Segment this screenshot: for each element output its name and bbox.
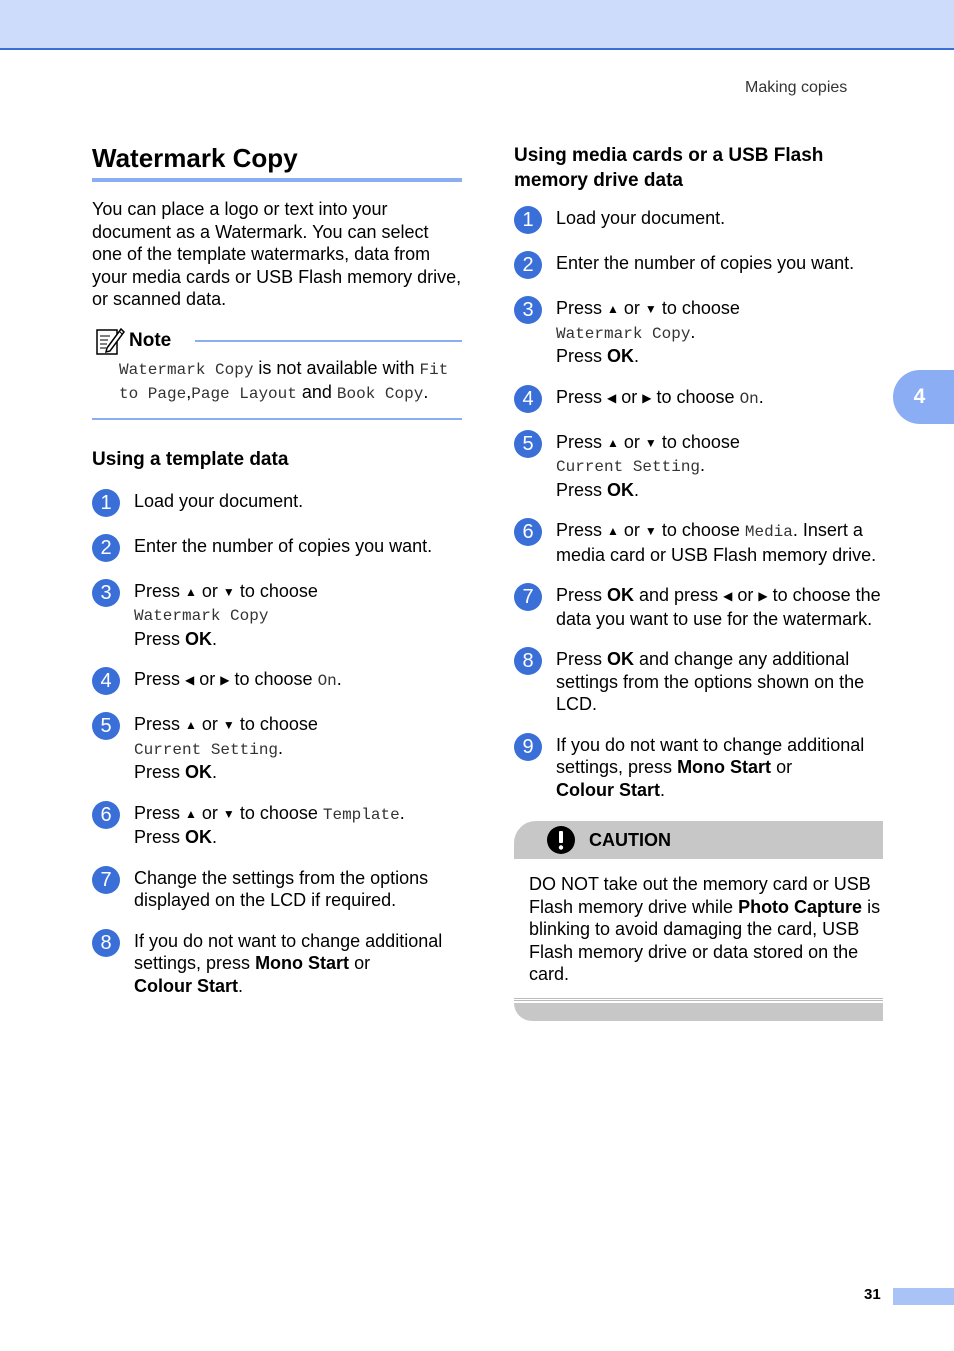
caution-header xyxy=(514,821,883,859)
step-text-part: If you do not want to change additional settings, press xyxy=(134,930,443,973)
step-text xyxy=(556,297,884,368)
step-text xyxy=(134,713,462,784)
note-divider xyxy=(195,340,462,342)
ok-key: OK xyxy=(607,585,635,605)
step-text-part: . xyxy=(690,321,696,342)
left-arrow-icon: ◀ xyxy=(723,589,733,603)
note-comma: , xyxy=(186,382,192,402)
note-box xyxy=(92,325,462,420)
step-text-part: Press xyxy=(134,762,186,782)
note-text-1: is not available with xyxy=(253,357,420,378)
step-number-badge: 9 xyxy=(514,733,542,761)
step-text-part: . xyxy=(278,737,284,758)
step-item xyxy=(514,386,884,413)
note-mono-page-layout: Page Layout xyxy=(191,385,297,403)
step-item xyxy=(514,431,884,502)
note-pencil-icon xyxy=(95,326,125,356)
step-number-badge: 7 xyxy=(92,866,120,894)
step-item xyxy=(92,713,462,784)
step-number-badge: 2 xyxy=(92,534,120,562)
page-number-bar xyxy=(893,1288,954,1305)
step-text-part: . xyxy=(660,779,666,800)
step-text-part: . xyxy=(336,669,342,689)
up-arrow-icon: ▲ xyxy=(185,806,197,821)
step-number-badge: 5 xyxy=(514,430,542,458)
step-text-part: Press xyxy=(556,431,608,452)
ok-key: OK xyxy=(607,479,635,500)
step-text-part: or xyxy=(732,585,759,605)
up-arrow-icon: ▲ xyxy=(185,584,197,599)
photo-capture-key: Photo Capture xyxy=(738,896,863,917)
step-item xyxy=(92,535,462,562)
step-text-part: or xyxy=(349,953,371,973)
step-item xyxy=(514,519,884,566)
step-item xyxy=(92,580,462,651)
caution-label: CAUTION xyxy=(589,829,671,850)
step-text-part: Press xyxy=(134,580,186,601)
step-text-part: Press xyxy=(556,649,608,669)
step-text-part: Press xyxy=(134,827,186,847)
step-text-part: and press xyxy=(634,585,724,605)
step-item xyxy=(92,490,462,517)
step-text-part: or xyxy=(618,431,645,452)
note-period: . xyxy=(423,382,429,402)
top-banner xyxy=(0,0,954,50)
lcd-option-watermark-copy: Watermark Copy xyxy=(134,607,269,625)
step-number-badge: 4 xyxy=(92,667,120,695)
step-text-part: to choose xyxy=(234,802,323,823)
template-subtitle: Using a template data xyxy=(92,448,289,470)
step-item xyxy=(92,930,462,998)
step-text xyxy=(556,648,884,716)
step-text-part: or xyxy=(196,802,223,823)
step-text-part: Press xyxy=(556,520,608,540)
down-arrow-icon: ▼ xyxy=(222,718,235,732)
section-title: Watermark Copy xyxy=(92,140,462,182)
step-text xyxy=(134,580,462,651)
step-number-badge: 2 xyxy=(514,251,542,279)
up-arrow-icon: ▲ xyxy=(607,524,619,538)
step-text-part: or xyxy=(616,386,643,407)
step-text xyxy=(134,802,462,849)
chapter-tab: 4 xyxy=(893,370,954,424)
right-arrow-icon: ▶ xyxy=(220,673,230,687)
step-text-part: or xyxy=(618,520,645,540)
up-arrow-icon: ▲ xyxy=(607,302,619,316)
step-text-part: to choose xyxy=(234,714,318,734)
step-text-part: to choose xyxy=(229,669,318,689)
step-text-part: . xyxy=(700,455,706,475)
step-text xyxy=(556,386,884,411)
left-arrow-icon: ◀ xyxy=(607,390,617,405)
step-text xyxy=(134,930,462,998)
step-text xyxy=(556,584,884,630)
lcd-option-template: Template xyxy=(322,805,400,824)
step-number-badge: 3 xyxy=(92,579,120,607)
step-text-part: to choose xyxy=(656,520,745,540)
step-number-badge: 6 xyxy=(92,801,120,829)
step-text xyxy=(556,734,884,802)
step-text-part: Press xyxy=(556,346,608,366)
lcd-option-watermark-copy: Watermark Copy xyxy=(556,324,691,343)
step-text-part: Press xyxy=(556,479,608,500)
step-text-part: or xyxy=(196,714,223,734)
step-text-part: or xyxy=(196,580,223,601)
note-text xyxy=(119,357,462,406)
step-number-badge: 8 xyxy=(92,929,120,957)
step-text-part: or xyxy=(771,757,793,777)
media-steps xyxy=(514,207,884,801)
intro-paragraph: You can place a logo or text into your document as a Watermark. You can select one of the template watermarks, data from your media cards or USB Flash memory drive, or scanned data. xyxy=(92,199,462,309)
note-text-2: and xyxy=(296,382,337,402)
step-text-part: . xyxy=(212,628,218,649)
left-arrow-icon: ◀ xyxy=(185,673,195,687)
step-number-badge: 4 xyxy=(514,385,542,413)
step-item xyxy=(92,802,462,849)
lcd-option-on: On xyxy=(739,389,759,408)
lcd-option-on: On xyxy=(317,672,337,690)
down-arrow-icon: ▼ xyxy=(222,584,235,599)
colour-start-key: Colour Start xyxy=(556,779,661,800)
caution-text-part: is blinking to avoid damaging the card, USB Flash memory drive or data stored on the card. xyxy=(529,896,881,984)
step-text-part: If you do not want to change additional settings, press xyxy=(556,734,865,777)
step-number-badge: 5 xyxy=(92,712,120,740)
ok-key: OK xyxy=(185,827,213,847)
step-text: Load your document. xyxy=(556,208,726,228)
step-text-part: . xyxy=(212,827,218,847)
step-text-part: . xyxy=(238,975,244,996)
ok-key: OK xyxy=(607,346,635,366)
template-steps xyxy=(92,490,462,998)
down-arrow-icon: ▼ xyxy=(644,524,657,538)
step-text-part: . xyxy=(634,346,640,366)
right-column xyxy=(514,143,884,1021)
step-text-part: Press xyxy=(134,802,186,823)
up-arrow-icon: ▲ xyxy=(607,435,619,450)
step-text-part: to choose the data you want to use for the watermark. xyxy=(556,585,881,629)
right-arrow-icon: ▶ xyxy=(758,589,768,603)
caution-box xyxy=(514,821,883,1021)
step-text-part: . xyxy=(212,762,218,782)
lcd-option-media: Media xyxy=(744,523,793,541)
step-text-part: Press xyxy=(134,628,186,649)
step-item xyxy=(514,207,884,234)
down-arrow-icon: ▼ xyxy=(644,435,657,450)
step-text-part: to choose xyxy=(656,431,740,452)
step-number-badge: 1 xyxy=(514,206,542,234)
down-arrow-icon: ▼ xyxy=(644,302,657,316)
running-header: Making copies xyxy=(745,79,848,96)
step-text-part: Press xyxy=(134,714,186,734)
step-text-part: Press xyxy=(556,386,608,407)
step-text-part: to choose xyxy=(656,298,740,318)
step-number-badge: 8 xyxy=(514,647,542,675)
right-arrow-icon: ▶ xyxy=(642,390,652,405)
step-number-badge: 3 xyxy=(514,296,542,324)
step-text-part: or xyxy=(194,669,221,689)
step-item xyxy=(514,648,884,716)
step-text-part: . Insert a media card or USB Flash memory drive. xyxy=(556,520,877,565)
step-item xyxy=(92,867,462,912)
down-arrow-icon: ▼ xyxy=(222,806,235,821)
step-number-badge: 1 xyxy=(92,489,120,517)
lcd-option-current-setting: Current Setting xyxy=(134,740,279,759)
caution-text-part: DO NOT take out the memory card or USB Flash memory drive while xyxy=(529,874,871,917)
step-item xyxy=(514,734,884,802)
step-text: Enter the number of copies you want. xyxy=(134,535,433,556)
up-arrow-icon: ▲ xyxy=(185,718,197,732)
note-label: Note xyxy=(129,329,172,351)
step-item xyxy=(514,297,884,368)
step-text-part: and change any additional settings from the options shown on the LCD. xyxy=(556,649,865,714)
step-text xyxy=(556,519,884,566)
step-text-part: to choose xyxy=(234,580,318,601)
step-text: Change the settings from the options displayed on the LCD if required. xyxy=(134,867,429,910)
mono-start-key: Mono Start xyxy=(677,757,772,777)
step-text-part: to choose xyxy=(651,386,740,407)
left-column xyxy=(92,140,462,997)
note-header xyxy=(92,325,462,357)
step-text-part: or xyxy=(618,298,645,318)
step-text-part: Press xyxy=(556,585,608,605)
colour-start-key: Colour Start xyxy=(134,975,239,996)
step-text: Enter the number of copies you want. xyxy=(556,253,855,273)
step-text-part: . xyxy=(399,802,405,823)
step-text-part: . xyxy=(634,479,640,500)
step-number-badge: 7 xyxy=(514,583,542,611)
caution-footer-bar xyxy=(514,1003,883,1021)
step-text xyxy=(134,668,462,693)
step-text: Load your document. xyxy=(134,490,304,511)
page-number: 31 xyxy=(864,1286,881,1303)
mono-start-key: Mono Start xyxy=(255,953,350,973)
step-item xyxy=(514,252,884,279)
ok-key: OK xyxy=(185,762,213,782)
note-mono-fit-to-page: Fit to Page xyxy=(119,360,449,403)
ok-key: OK xyxy=(607,649,635,669)
step-text-part: . xyxy=(758,386,764,407)
ok-key: OK xyxy=(185,628,213,649)
step-item xyxy=(92,668,462,695)
note-mono-watermark-copy: Watermark Copy xyxy=(119,360,254,379)
step-text-part: Press xyxy=(134,669,186,689)
step-number-badge: 6 xyxy=(514,518,542,546)
caution-divider xyxy=(514,998,883,1001)
media-subtitle: Using media cards or a USB Flash memory drive data xyxy=(514,145,824,191)
exclamation-icon xyxy=(547,826,575,854)
lcd-option-current-setting: Current Setting xyxy=(556,458,701,476)
caution-text xyxy=(514,859,883,986)
step-text-part: Press xyxy=(556,298,608,318)
step-item xyxy=(514,584,884,630)
note-mono-book-copy: Book Copy xyxy=(336,385,424,403)
step-text xyxy=(556,431,884,502)
